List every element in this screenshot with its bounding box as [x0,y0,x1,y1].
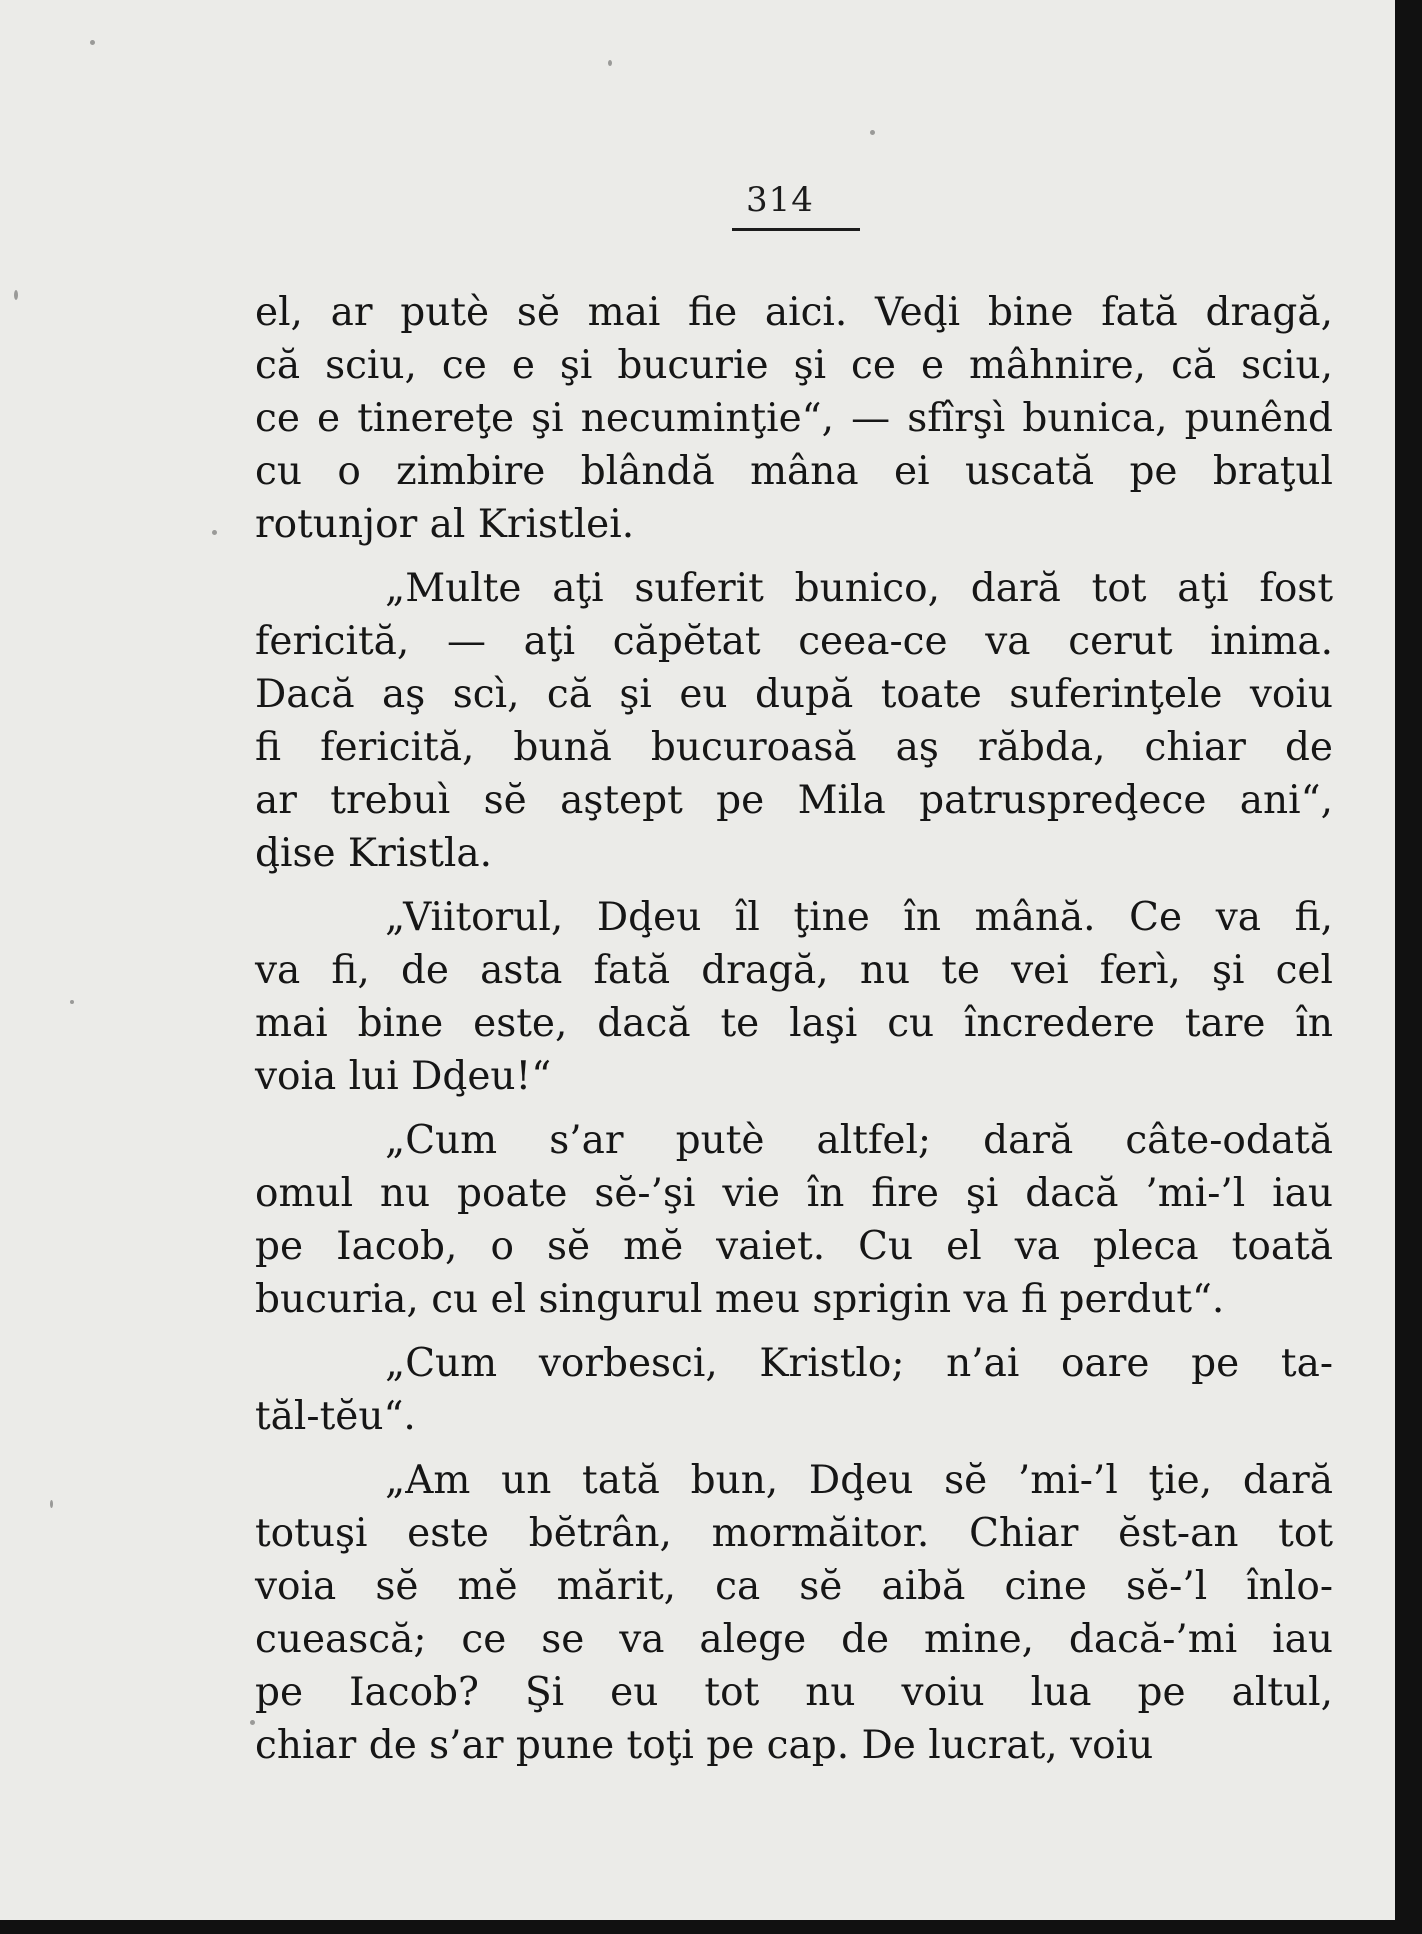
text-line: voia sĕ mĕ mărit, ca sĕ aibă cine sĕ-’l înlo- [255,1564,1333,1609]
paper-speck [70,1000,74,1004]
paragraph [255,1454,1333,1772]
paragraph [255,286,1333,551]
text-line: cuească; ce se va alege de mine, dacă-’mi iau [255,1617,1333,1662]
paper-speck [870,130,875,135]
paragraph [255,562,1333,880]
text-line: ar trebuì sĕ aştept pe Mila patruspreḑece ani“, [255,778,1333,823]
text-line: va fi, de asta fată dragă, nu te vei ferì, şi cel [255,948,1333,993]
paragraph [255,1337,1333,1443]
page-number: 314 [746,180,814,220]
paragraph [255,891,1333,1103]
paper-speck [50,1500,53,1508]
text-line: chiar de s’ar pune toţi pe cap. De lucrat, voiu [255,1723,1154,1768]
text-line: rotunjor al Kristlei. [255,502,635,547]
page-number-underline [732,228,860,231]
text-line: că sciu, ce e şi bucurie şi ce e mâhnire, că sciu, [255,343,1333,388]
body-text [255,286,1333,1783]
text-line: ce e tinereţe şi necuminţie“, — sfîrşì bunica, punênd [255,396,1333,441]
text-line: „Multe aţi suferit bunico, dară tot aţi fost [385,566,1333,611]
paragraph [255,1114,1333,1326]
paper-speck [14,290,18,300]
text-line: pe Iacob? Şi eu tot nu voiu lua pe altul, [255,1670,1333,1715]
text-line: voia lui Dḑeu!“ [255,1054,552,1099]
paper-speck [90,40,95,45]
text-line: bucuria, cu el singurul meu sprigin va fi perdut“. [255,1277,1225,1322]
scan-border-bottom [0,1920,1422,1934]
text-line: fericită, — aţi căpĕtat ceea-ce va cerut inima. [255,619,1333,664]
text-line: „Viitorul, Dḑeu îl ţine în mână. Ce va fi, [385,895,1333,940]
text-line: fi fericită, bună bucuroasă aş răbda, chiar de [255,725,1333,770]
text-line: tăl-tĕu“. [255,1394,416,1439]
paper-speck [608,60,612,66]
text-line: mai bine este, dacă te laşi cu încredere tare în [255,1001,1333,1046]
text-line: „Cum vorbesci, Kristlo; n’ai oare pe ta- [385,1341,1333,1386]
text-line: omul nu poate sĕ-’şi vie în fire şi dacă ’mi-’l iau [255,1171,1333,1216]
text-line: ḑise Kristla. [255,831,492,876]
text-line: „Cum s’ar putè altfel; dară câte-odată [385,1118,1333,1163]
scan-border-right [1395,0,1422,1934]
text-line: el, ar putè sĕ mai fie aici. Veḑi bine fată dragă, [255,290,1333,335]
text-line: pe Iacob, o sĕ mĕ vaiet. Cu el va pleca toată [255,1224,1333,1269]
text-line: cu o zimbire blândă mâna ei uscată pe braţul [255,449,1333,494]
text-line: Dacă aş scì, că şi eu după toate suferinţele voiu [255,672,1333,717]
text-line: „Am un tată bun, Dḑeu sĕ ’mi-’l ţie, dară [385,1458,1333,1503]
paper-speck [212,530,217,535]
text-line: totuşi este bĕtrân, mormăitor. Chiar ĕst-an tot [255,1511,1333,1556]
